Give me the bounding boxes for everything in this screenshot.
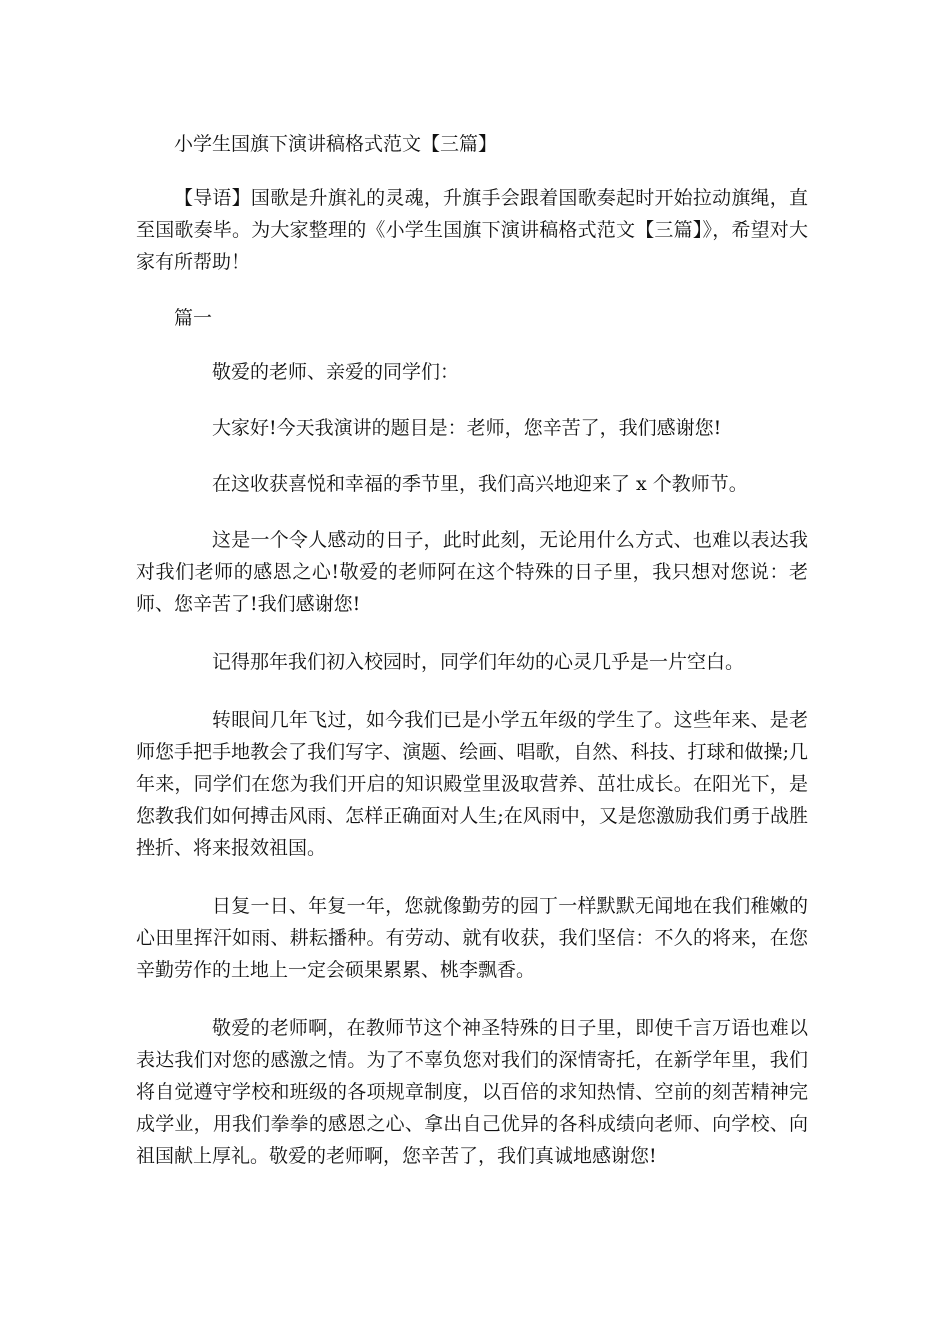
body-paragraph: 敬爱的老师啊，在教师节这个神圣特殊的日子里，即使千言万语也难以表达我们对您的感激之情。为了不辜负您对我们的深情寄托，在新学年里，我们将自觉遵守学校和班级的各项规章制度，以百倍的求知热情、空前的刻苦精神完成学业，用我们拳拳的感恩之心、拿出自己优异的各科成绩向老师、向学校、向祖国献上厚礼。敬爱的老师啊，您辛苦了，我们真诚地感谢您! — [136, 1017, 808, 1167]
body-paragraph: 大家好!今天我演讲的题目是：老师，您辛苦了，我们感谢您! — [212, 417, 722, 439]
body-paragraph: 敬爱的老师、亲爱的同学们： — [212, 361, 460, 383]
document-page — [136, 128, 808, 1198]
document-title: 小学生国旗下演讲稿格式范文【三篇】 — [174, 133, 498, 155]
body-paragraph: 在这收获喜悦和幸福的季节里，我们高兴地迎来了 x 个教师节。 — [212, 473, 748, 495]
body-paragraph: 转眼间几年飞过，如今我们已是小学五年级的学生了。这些年来、是老师您手把手地教会了我们写字、演题、绘画、唱歌，自然、科技、打球和做操;几年来，同学们在您为我们开启的知识殿堂里汲取营养、茁壮成长。在阳光下，是您教我们如何搏击风雨、怎样正确面对人生;在风雨中，又是您激励我们勇于战胜挫折、将来报效祖国。 — [136, 709, 808, 859]
body-paragraph: 这是一个令人感动的日子，此时此刻，无论用什么方式、也难以表达我对我们老师的感恩之心!敬爱的老师阿在这个特殊的日子里，我只想对您说：老师、您辛苦了!我们感谢您! — [136, 529, 808, 615]
body-paragraph: 日复一日、年复一年，您就像勤劳的园丁一样默默无闻地在我们稚嫩的心田里挥汗如雨、耕耘播种。有劳动、就有收获，我们坚信：不久的将来，在您辛勤劳作的土地上一定会硕果累累、桃李飘香。 — [136, 895, 808, 981]
body-paragraph: 记得那年我们初入校园时，同学们年幼的心灵几乎是一片空白。 — [212, 651, 745, 673]
section-label: 篇一 — [174, 307, 213, 329]
intro-paragraph: 【导语】国歌是升旗礼的灵魂，升旗手会跟着国歌奏起时开始拉动旗绳，直至国歌奏毕。为大家整理的《小学生国旗下演讲稿格式范文【三篇】》，希望对大家有所帮助！ — [136, 187, 808, 273]
